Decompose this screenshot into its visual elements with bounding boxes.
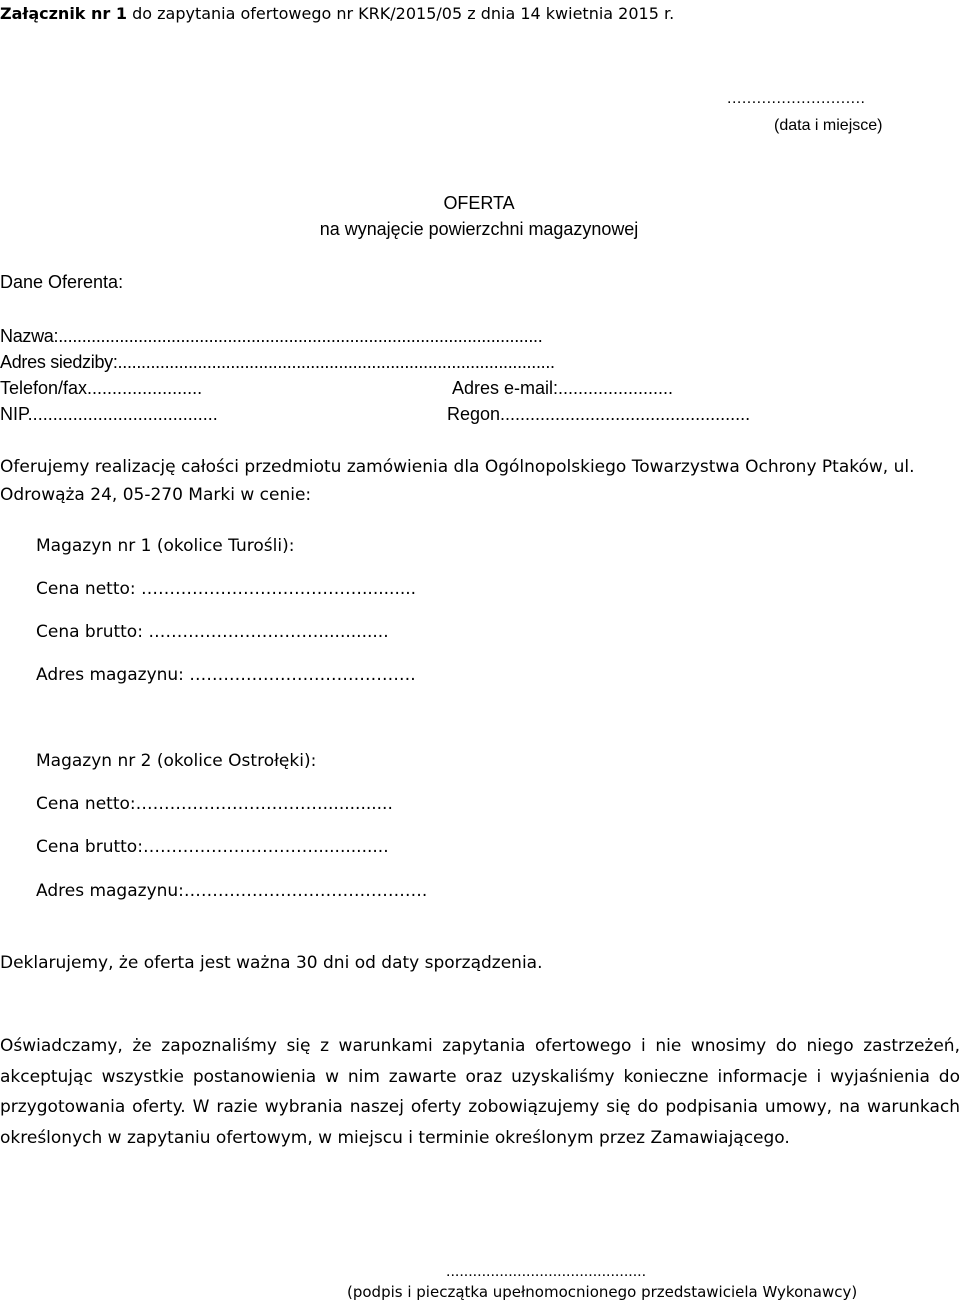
warehouse1-gross-price: Cena brutto: …………………………............. (36, 622, 389, 642)
warehouse2-net-price: Cena netto:……………………………............. (36, 794, 393, 814)
bidder-email-field: Adres e-mail:....................... (452, 378, 674, 398)
date-place-label: (data i miejsce) (774, 117, 883, 134)
warehouse1-net-price: Cena netto: ………………………………….......... (36, 579, 417, 599)
document-title: OFERTA (443, 193, 515, 213)
bidder-name-field: Nazwa:....................................................................................................... (0, 326, 543, 346)
warehouse1-title: Magazyn nr 1 (okolice Turośli): (36, 536, 295, 556)
validity-declaration: Deklarujemy, że oferta jest ważna 30 dni od daty sporządzenia. (0, 953, 543, 973)
offer-text-line2: Odrowąża 24, 05-270 Marki w cenie: (0, 485, 312, 505)
bidder-regon-field: Regon.................................................. (447, 404, 751, 424)
warehouse2-title: Magazyn nr 2 (okolice Ostrołęki): (36, 751, 317, 771)
attachment-description: do zapytania ofertowego nr KRK/2015/05 z dnia 14 kwietnia 2015 r. (132, 4, 675, 23)
statement-paragraph: Oświadczamy, że zapoznaliśmy się z warunkami zapytania ofertowego i nie wnosimy do niego zastrzeżeń, akceptując wszystkie postanowienia w nim zawarte oraz uzyskaliśmy konieczne informacje i wyjaśnienia do przygotowania oferty. W razie wybrania naszej oferty zobowiązujemy się do podpisania umowy, na warunkach określonych w zapytaniu ofertowym, w miejscu i terminie określonym przez Zamawiającego. (0, 1036, 960, 1148)
bidder-nip-field: NIP...................................... (0, 404, 218, 424)
offer-text-line1: Oferujemy realizację całości przedmiotu zamówienia dla Ogólnopolskiego Towarzystwa Ochrony Ptaków, ul. (0, 457, 915, 477)
bidder-phone-field: Telefon/fax....................... (0, 378, 203, 398)
signature-dots: ............................................. (446, 1263, 647, 1280)
bidder-heading: Dane Oferenta: (0, 272, 124, 292)
warehouse2-address: Adres magazynu:……………………………………. (36, 881, 428, 901)
attachment-number: Załącznik nr 1 (0, 4, 127, 23)
signature-label: (podpis i pieczątka upełnomocnionego przedstawiciela Wykonawcy) (347, 1283, 858, 1301)
attachment-header (0, 4, 674, 23)
warehouse2-gross-price: Cena brutto:………………………….............. (36, 837, 389, 857)
warehouse1-address: Adres magazynu: …………………………………. (36, 665, 416, 685)
bidder-address-field: Adres siedziby:............................................................................................. (0, 352, 555, 372)
document-subtitle: na wynajęcie powierzchni magazynowej (319, 219, 639, 239)
date-place-dots: ............................ (727, 90, 866, 107)
